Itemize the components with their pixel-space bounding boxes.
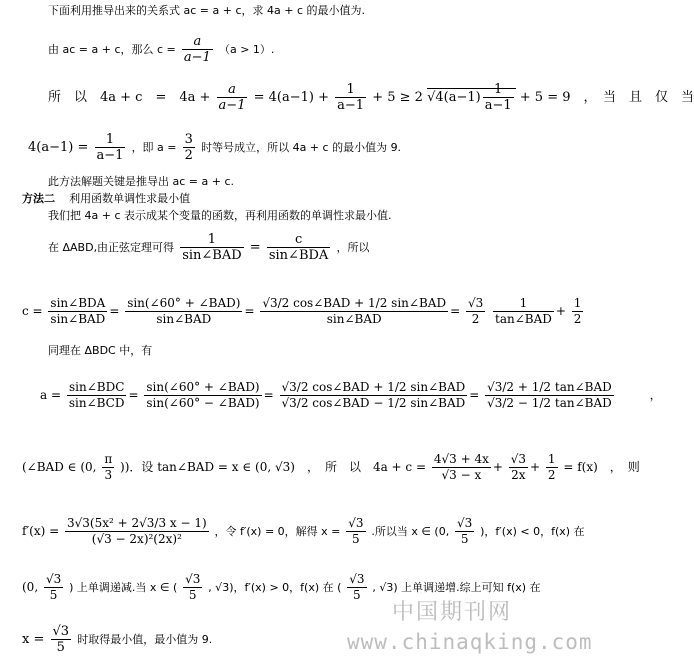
line-13-pre: (0, [22, 580, 39, 594]
equation-line [48, 82, 694, 113]
line-10-post: ， [649, 388, 662, 402]
equation-line: a = $\frac{\text{sin∠BDC}}{\text{sin∠BCD}}$ = $\frac{\text{sin(∠60° + ∠BAD)}}{\text{sin(∠60° − ∠BAD)}}$ = $\frac{\text{√3/2 cos∠BAD + 1/2 sin∠BAD}}{\text{√3/2 cos∠BAD − 1/2 sin∠BAD}}$ = $\frac{\text{√3/2 + 1/2 tan∠BAD}}{\text{√3/2 − 1/2 tan∠BAD}}$ ， [40, 380, 662, 410]
fraction: $\frac{√3}{2x}$ [510, 452, 527, 482]
line-2-mid: = 4(a−1) + [253, 90, 329, 105]
line-3-post: 时等号成立，所以 4a + c 的最小值为 9. [201, 141, 402, 154]
fraction: $\frac{√3}{2}$ [467, 296, 484, 326]
sqrt-expression: √4(a−1) $\frac{1}{a-1}$ [427, 88, 516, 105]
fraction: $\frac{\text{sin∠BDC}}{\text{sin∠BCD}}$ [68, 380, 125, 410]
watermark-cn: 中国期刊网 [392, 600, 513, 625]
equation-line: 在 ΔABD,由正弦定理可得 $\frac{1}{\text{sin∠BAD}}$ = $\frac{c}{\text{sin∠BDA}}$ ，所以 [48, 232, 370, 263]
line-4: 此方法解题关键是推导出 ac = a + c. [48, 175, 234, 188]
fraction: $\frac{√3}{5}$ [185, 572, 201, 602]
line-2-post: + 5 = 9 ， 当 且 仅 当 [519, 90, 694, 105]
fraction: $\frac{√3}{5}$ [457, 516, 473, 546]
fraction: $\frac{1}{\text{sin∠BAD}}$ [182, 232, 242, 263]
equation-line [28, 132, 401, 163]
fraction: $\frac{\pi}{3}$ [104, 452, 113, 482]
fraction: $\frac{a}{a-1}$ [183, 34, 211, 65]
fraction: $\frac{√3}{5}$ [52, 624, 70, 655]
line-9: 同理在 ΔBDC 中，有 [48, 344, 153, 357]
section-heading [22, 191, 190, 207]
line-7-pre: 在 ΔABD,由正弦定理可得 [48, 241, 175, 254]
fraction: $\frac{\text{√3/2 cos∠BAD + 1/2 sin∠BAD}}{\text{sin∠BAD}}$ [262, 296, 447, 326]
line-10-pre: a = [40, 388, 62, 402]
equation-line [22, 516, 585, 547]
fraction: $\frac{√3}{5}$ [45, 572, 62, 602]
text-line [48, 208, 392, 224]
text-line [48, 174, 234, 190]
fraction: $\frac{c}{\text{sin∠BDA}}$ [268, 232, 329, 263]
line-14-pre: x = [22, 632, 45, 647]
fraction: $\frac{\text{sin(∠60° + ∠BAD)}}{\text{sin∠BAD}}$ [127, 296, 241, 326]
fraction: $\frac{\text{3√3(5x² + 2√3/3 x − 1)}}{\text{(√3 − 2x)²(2x)²}}$ [67, 516, 207, 546]
equation-line [22, 624, 212, 655]
fraction: $\frac{1}{a-1}$ [96, 132, 124, 163]
fraction: $\frac{\text{sin∠BDA}}{\text{sin∠BAD}}$ [50, 296, 106, 326]
equation-line: (∠BAD ∈ (0, $\frac{\pi}{3}$ ))．设 tan∠BAD = x ∈ (0, √3) ， 所 以 4a + c = $\frac{4√3 + 4x}{√3 - x}$ + $\frac{√3}{2x}$ + $\frac{1}{2}$ = f(x) ， 则 [22, 452, 640, 482]
fraction: $\frac{3}{2}$ [184, 132, 193, 163]
fraction: $\frac{1}{\text{tan∠BAD}}$ [495, 296, 552, 326]
fraction: $\frac{√3}{5}$ [349, 572, 365, 602]
method-title: 利用函数单调性求最小值 [69, 192, 191, 205]
method-label: 方法二 [22, 192, 55, 205]
line-11-pre: (∠BAD ∈ (0, [22, 460, 97, 474]
line-12-post: )，f′(x) < 0，f(x) 在 [480, 525, 585, 538]
line-3-pre: 4(a−1) = [28, 140, 89, 155]
line-13-mid: ) 上单调递减.当 x ∈ ( [69, 581, 178, 594]
line-2-mid2: + 5 ≥ 2 [372, 90, 423, 105]
line-3-mid: ，即 a = [131, 141, 177, 154]
fraction: $\frac{\text{√3/2 + 1/2 tan∠BAD}}{\text{√3/2 − 1/2 tan∠BAD}}$ [487, 380, 612, 410]
line-12-pre: f′(x) = [22, 524, 60, 538]
line-7-post: ，所以 [336, 241, 370, 254]
line-2-pre: 所 以 4a + c = 4a + [48, 90, 211, 105]
fraction: $\frac{4√3 + 4x}{√3 - x}$ [433, 452, 489, 482]
fraction: $\frac{\text{sin(∠60° + ∠BAD)}}{\text{sin(∠60° − ∠BAD)}}$ [146, 380, 260, 410]
watermark-url: www.chinaqking.com [347, 630, 593, 654]
line-13-mid2: , √3)，f′(x) > 0，f(x) 在 ( [208, 581, 342, 594]
line-11-mid: ))．设 tan∠BAD = x ∈ (0, √3) ， 所 以 4a + c = [120, 460, 427, 474]
line-6: 我们把 4a + c 表示成某个变量的函数，再利用函数的单调性求最小值. [48, 209, 392, 222]
line-13-post: , √3) 上单调递增.综上可知 f(x) 在 [372, 581, 541, 594]
line-12-mid2: .所以当 x ∈ (0, [371, 525, 450, 538]
fraction: $\frac{\text{√3/2 cos∠BAD + 1/2 sin∠BAD}}{\text{√3/2 cos∠BAD − 1/2 sin∠BAD}}$ [281, 380, 466, 410]
line-1-pre: 由 ac = a + c，那么 c = [48, 43, 176, 56]
line-1-post: （a > 1）. [218, 43, 275, 56]
equation-line [48, 34, 274, 65]
text-line [48, 343, 152, 359]
text-line [48, 3, 365, 19]
fraction: $\frac{1}{2}$ [547, 452, 556, 482]
line-14-post: 时取得最小值，最小值为 9. [77, 633, 213, 646]
fraction: $\frac{1}{2}$ [573, 296, 582, 326]
equation-line: c = $\frac{\text{sin∠BDA}}{\text{sin∠BAD}}$ = $\frac{\text{sin(∠60° + ∠BAD)}}{\text{sin∠BAD}}$ = $\frac{\text{√3/2 cos∠BAD + 1/2 sin∠BAD}}{\text{sin∠BAD}}$ = $\frac{√3}{2}$ $\frac{1}{\text{tan∠BAD}}$ + $\frac{1}{2}$ [22, 296, 582, 326]
fraction: $\frac{√3}{5}$ [348, 516, 364, 546]
line-0: 下面利用推导出来的关系式 ac = a + c，求 4a + c 的最小值为. [48, 4, 365, 17]
fraction: $\frac{1}{a-1}$ [337, 82, 365, 113]
line-8-pre: c = [22, 304, 43, 318]
fraction: $\frac{a}{a-1}$ [218, 82, 246, 113]
line-11-post: = f(x) ， 则 [563, 460, 640, 474]
fraction: $\frac{1}{a-1}$ [484, 82, 512, 113]
line-12-mid: ，令 f′(x) = 0，解得 x = [214, 525, 341, 538]
